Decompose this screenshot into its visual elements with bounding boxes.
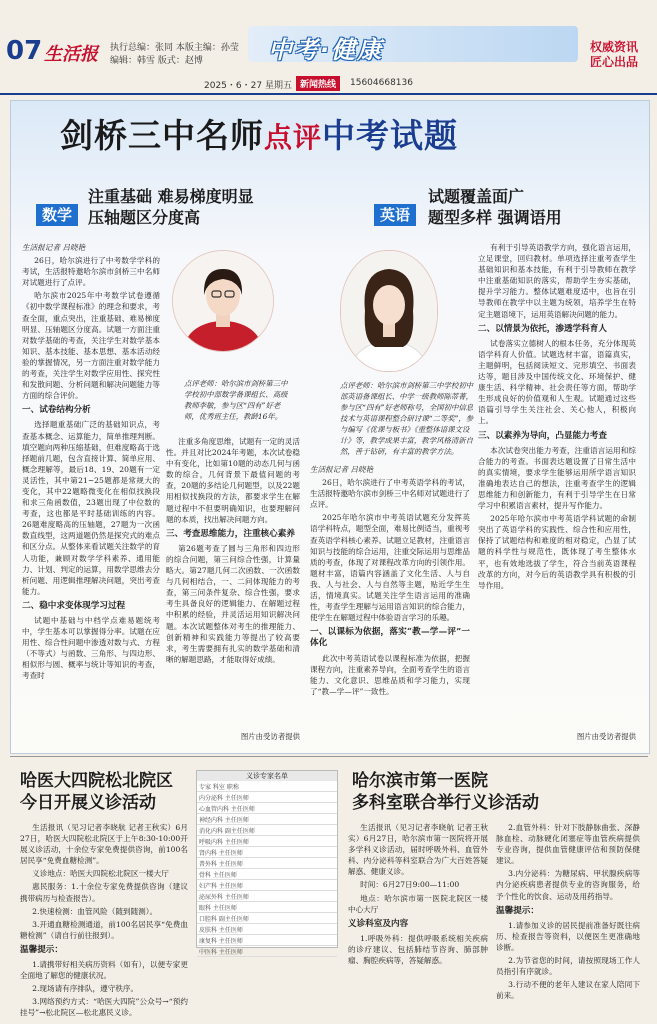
hospital4-paragraph: 3.网络预约方式：“哈医大四院”公众号→“预约挂号”→松北院区—松北惠民义诊。 xyxy=(20,997,188,1018)
hospital1-paragraph: 2.为节省您的时间，请按照现场工作人员指引有序就诊。 xyxy=(496,956,640,977)
english-sub-line-2: 题型多样 强调语用 xyxy=(428,208,562,227)
table-cell: 专家 科室 职称 xyxy=(199,783,239,791)
math-column-2 xyxy=(166,436,300,724)
table-cell: 妇产科 主任医师 xyxy=(199,882,243,890)
english-section-heading: 一、以课标为依据，落实“教—学—评”一体化 xyxy=(310,627,470,649)
table-row xyxy=(197,858,337,869)
math-sub-line-1: 注重基础 难易梯度明显 xyxy=(88,187,254,206)
table-cell: 内分泌科 主任医师 xyxy=(199,794,249,802)
english-column-1 xyxy=(310,464,470,740)
math-teacher-photo xyxy=(172,250,274,352)
table-cell: 心血管内科 主任医师 xyxy=(199,805,255,813)
section-title: 中考·健康 xyxy=(268,36,384,64)
bottom-rule xyxy=(10,756,648,757)
math-section-heading: 一、试卷结构分析 xyxy=(22,405,91,416)
english-section-heading: 二、以情景为依托，渗透学科育人 xyxy=(478,323,607,334)
english-tag: 英语 xyxy=(374,204,416,226)
math-paragraph: 选择题重基础广泛的基础知识点，考查基本概念、运算能力，简单推理判断。填空题向两种压缩基础，但难度略高于选择题前几题，包含直接计算、简单应用、概念理解等，最后18、19、20题有一定灵活性，其中第21~25题都是常规大的变化，其中22题略微变化在相似找换段和求三角函数值，23题出现了中位数的考查，这也都是平时基础训练的内容。26题难度略高的压轴题，27题为一次函数直线型，这两道题仍然是探究式的难点和区分点。从整体来看试题关注数学的育人功能，兼顾对数学学科素养、通用能力、计划、判定的运算，用数学思维去分析问题、用逻辑推理解决问题，突出考查能力。 xyxy=(22,420,160,596)
table-cell: 骨科 主任医师 xyxy=(199,871,237,879)
english-paragraph: 26日，哈尔滨进行了中考英语学科的考试，生活报特邀哈尔滨市剑桥三中名师对试题进行了点评。 xyxy=(310,478,470,510)
english-paragraph: 本次试卷突出能力考查，注重语言运用和综合能力的考查。书面表达题设置了日常生活中的真实情境，要求学生能够运用所学语言知识准确地表达自己的想法，注重考查学生的逻辑思维能力和创新能力，有利于引导学生在日常学习中积累语言素材，提升写作能力。 xyxy=(478,445,636,511)
hospital1-paragraph: 3.行动不便的老年人建议在家人陪同下前来。 xyxy=(496,980,640,1001)
math-paragraph: 第26题考查了圆与三角形和四边形的综合问题，第三问综合性强，计算量略大。第27题几何二次函数、一次函数与几何相结合，一、二问体现能力的考查，第三问条件复杂、综合性强，要求考生具备良好的逻辑能力、在解题过程中积累的经验，并灵活运用知识解决问题。本次试题整体对考生的推理能力、创新精神和实践能力等提出了较高要求，考生需要拥有扎实的数学基础和清晰的解题思路，才能取得好成绩。 xyxy=(166,543,300,664)
hospital4-paragraph: 2.快速检测：血管风险（随到随测）。 xyxy=(32,906,158,916)
english-section-heading: 三、以素养为导向，凸显能力考查 xyxy=(478,430,607,441)
hospital1-paragraph: 时间：6月27日9:00—11:00 xyxy=(360,880,460,890)
table-cell: 中医科 主任医师 xyxy=(199,948,243,956)
math-tag-wrap xyxy=(36,204,78,225)
teacher-portrait-icon xyxy=(341,251,437,371)
headline-part-1: 剑桥三中名师 xyxy=(60,116,264,155)
hotline-number: 15604668136 xyxy=(350,78,413,88)
table-cell: 泌尿外科 主任医师 xyxy=(199,893,249,901)
math-photo-credit: 图片由受访者提供 xyxy=(240,732,300,741)
slogan-line-1: 权威资讯 xyxy=(590,40,639,54)
newspaper-brand: 生活报 xyxy=(44,44,98,65)
hospital1-tips-heading: 温馨提示： xyxy=(496,905,539,916)
table-row xyxy=(197,836,337,847)
hospital1-article-col2 xyxy=(496,822,640,1018)
table-row xyxy=(197,880,337,891)
english-photo-credit: 图片由受访者提供 xyxy=(576,732,636,741)
math-section-heading: 二、稳中求变体现学习过程 xyxy=(22,600,126,611)
slogan-line-2: 匠心出品 xyxy=(590,55,639,69)
hospital4-title xyxy=(20,770,173,814)
hospital1-title-line-1: 哈尔滨市第一医院 xyxy=(352,771,488,791)
english-photo-caption: 点评老师：哈尔滨市剑桥第三中学校初中部英语备课组长、中学一级教师陈蒂菁，参与区“四有”好老师称号，全国初中信息技术与英语课程整合研讨课“二等奖”，参与编写《优课与板书》《重整体语课文设计》等，教学成果丰富，教学风格清新自然，善于钻研，有丰富的教学方法。 xyxy=(340,381,474,456)
table-row xyxy=(197,913,337,924)
math-sub-line-2: 压轴题区分度高 xyxy=(88,208,201,227)
table-row xyxy=(197,781,337,792)
table-cell: 康复科 主任医师 xyxy=(199,937,243,945)
staff-line-2: 编辑：韩雪 版式：赵博 xyxy=(110,56,203,66)
staff-credits xyxy=(110,42,239,68)
hospital4-title-line-2: 今日开展义诊活动 xyxy=(20,793,156,813)
table-cell: 皮肤科 主任医师 xyxy=(199,926,243,934)
math-paragraph: 注重多角度思维，试题有一定的灵活性。并且对比2024年考题，本次试卷稳中有变化，比如第10题的动态几何与函数的综合，几何背景下最值问题的考查，20题的多结论几何题型，以及22题用相似找换段的方法，都要求学生在解题过程中不但要明确知识，也要理解问题的本质，找出解决问题方向。 xyxy=(166,437,300,524)
expert-table-body xyxy=(197,781,337,957)
expert-table xyxy=(196,770,338,956)
math-tag: 数学 xyxy=(36,204,78,226)
table-row xyxy=(197,825,337,836)
table-row xyxy=(197,803,337,814)
math-paragraph: 哈尔滨市2025年中考数学试卷遵循《初中数学课程标准》的理念和要求，考查全面，重点突出，注重基础、难易梯度明显、压轴题区分度高。试题一方面注重对数学基础的考查，关注学生对数学基本知识、基本技能、基本思想、基本活动经验的掌握情况，另一方面注重对数学能力的考查，关注学生对数学应用性、探究性和发散问题、分析问题和解决问题能力等方面的综合评价。 xyxy=(22,291,160,401)
english-subheadline xyxy=(428,186,562,228)
table-cell: 口腔科 副主任医师 xyxy=(199,915,249,923)
slogan xyxy=(590,40,638,70)
hospital4-article xyxy=(20,822,188,1018)
english-paragraph: 2025年哈尔滨市中考英语学科试题的命制突出了英语学科的实践性、综合性和应用性，保持了试题结构和难度的相对稳定，凸显了试题的科学性与规范性，既体现了考生整体水平，也有效地选拔了学生，符合当前英语课程改革的方向，对今后的英语教学具有积极的引导作用。 xyxy=(478,514,636,590)
table-row xyxy=(197,935,337,946)
table-cell: 神经内科 主任医师 xyxy=(199,816,249,824)
issue-date: 2025・6・27 星期五 xyxy=(204,81,292,91)
table-row xyxy=(197,924,337,935)
hospital4-paragraph: 1.请携带好相关病历资料（如有），以便专家更全面地了解您的健康状况。 xyxy=(20,960,188,981)
header-rule xyxy=(0,93,657,95)
math-paragraph: 26日，哈尔滨进行了中考数学学科的考试，生活报特邀哈尔滨市剑桥三中名师对试题进行了点评。 xyxy=(22,256,160,288)
math-paragraph: 试题中基础与中档学点难易题统考中，学生基本可以掌握得分率。试题在应用性、综合性问题中渗透对数与式、方程（不等式）与函数、三角形、与四边形、相似形与圆、概率与统计等知识的考查，考查时 xyxy=(22,616,160,681)
table-row xyxy=(197,792,337,803)
expert-table-caption: 义诊专家名单 xyxy=(197,771,337,781)
math-section-heading: 三、考查思维能力，注重核心素养 xyxy=(166,528,295,539)
math-subheadline xyxy=(88,186,254,228)
english-sub-line-1: 试题覆盖面广 xyxy=(428,187,525,206)
english-paragraph: 此次中考英语试卷以课程标准为依据，把握课程方向，注重素养导向，全面考查学生的语言能力、文化意识、思维品质和学习能力，实现了“教—学—评”一致性。 xyxy=(310,653,470,696)
hotline-label: 新闻热线 xyxy=(296,76,340,91)
english-tag-wrap xyxy=(374,204,416,225)
hospital4-paragraph: 惠民服务：1.十余位专家免费提供咨询（建议携带病历与检查报告）。 xyxy=(20,882,188,903)
staff-line-1: 执行总编：张同 本版主编：孙莹 xyxy=(110,43,239,53)
hospital4-title-line-1: 哈医大四院松北院区 xyxy=(20,771,173,791)
hospital1-paragraph: 地点：哈尔滨市第一医院北院区一楼中心大厅 xyxy=(348,893,488,914)
hospital4-paragraph: 2.现场请有序排队，遵守秩序。 xyxy=(32,984,139,994)
english-byline: 生活报记者 吕晓艳 xyxy=(310,465,374,474)
english-paragraph: 有利于引导英语教学方向，强化语言运用，立足课堂，回归教材。单项选择注重考查学生基础知识和基本技能，有利于引导教师在教学中注重基础知识的落实，帮助学生夯实基础，提升学习能力。整体试题难度适中，也旨在引导教师在教学中以主题为统领，培养学生在特定主题语境下，运用英语解决问题的能力。 xyxy=(478,243,636,319)
hospital1-title-line-2: 多科室联合举行义诊活动 xyxy=(352,793,539,813)
hospital1-paragraph: 1.请参加义诊的居民提前准备好既往病历、检查报告等资料，以便医生更准确地诊断。 xyxy=(496,920,640,952)
hospital4-paragraph: 3.开通血糖检测通道，前100名居民享“免费血糖检测”（请自行前往报到）。 xyxy=(20,919,188,940)
math-photo-caption: 点评老师：哈尔滨市剑桥第三中学校初中部数学备课组长、高级教师李敏，参与区“四有”好老师，优秀班主任，教龄16年。 xyxy=(184,379,288,421)
hospital1-paragraph: 3.内分泌科：为糖尿病、甲状腺疾病等内分泌疾病患者提供专业的咨询服务，给予个性化的饮食、运动及用药指导。 xyxy=(496,869,640,901)
math-column-1 xyxy=(22,242,160,740)
english-teacher-photo xyxy=(340,250,438,372)
table-row xyxy=(197,869,337,880)
hospital4-tips-heading: 温馨提示： xyxy=(20,944,63,955)
table-row xyxy=(197,814,337,825)
english-paragraph: 2025年哈尔滨市中考英语试题充分发挥英语学科特点，题型全面，难易比例适当，重视考查英语学科核心素养。试题立足教材，注重语言知识与技能的综合运用，注重交际运用与思维品质的考查，体现了对课程改革方向的引领作用。题材丰富，语篇内容涵盖了文化生活、人与自我、人与社会、人与自然等主题，贴近学生生活，情境真实。试题关注学生语言运用的准确性，考查学生理解与运用语言知识的综合能力，使学生在解题过程中体验语言学习的乐趣。 xyxy=(310,513,470,623)
table-row xyxy=(197,847,337,858)
teacher-portrait-icon xyxy=(173,251,273,351)
english-paragraph: 试卷落实立德树人的根本任务，充分体现英语学科育人价值。试题选材丰富，语篇真实，主题鲜明，包括阅读短文、完形填空、书面表达等，题目涉及中国传统文化、环境保护、健康生活、科学精神、社会责任等方面，帮助学生形成良好的价值观和人生观。试题通过这些语篇引导学生关注社会、关心他人，积极向上。 xyxy=(478,338,636,426)
hospital1-paragraph: 1.呼吸外科：提供呼吸系统相关疾病的诊疗建议、包括肺结节咨询、肺部肿瘤、胸腔疾病等，答疑解惑。 xyxy=(348,933,488,966)
table-row xyxy=(197,902,337,913)
math-byline: 生活报记者 吕晓艳 xyxy=(22,243,86,252)
main-headline xyxy=(60,110,458,157)
table-cell: 肾内科 主任医师 xyxy=(199,849,243,857)
headline-part-2: 点评 xyxy=(264,121,323,154)
hospital4-paragraph: 义诊地点：哈医大四院松北院区一楼大厅 xyxy=(32,869,169,879)
table-cell: 眼科 主任医师 xyxy=(199,904,237,912)
english-column-2 xyxy=(478,242,636,726)
hospital1-title xyxy=(352,770,539,814)
headline-part-3: 中考试题 xyxy=(322,116,459,155)
hospital1-article-col1 xyxy=(348,822,488,1018)
table-cell: 普外科 主任医师 xyxy=(199,860,243,868)
hospital1-paragraph: 2.血管外科：针对下肢静脉曲张、深静脉血栓、动脉硬化闭塞症等血管疾病提供专业咨询，提供血管健康评估和预防保健建议。 xyxy=(496,823,640,866)
hospital1-paragraph: 生活报讯（见习记者李晓航 记者王秋实）6月27日，哈尔滨市第一医院将开展多学科义诊活动，届时呼吸外科、血管外科、内分泌科等科室联合为广大百姓答疑解惑、健康义诊。 xyxy=(348,823,488,877)
page-number: 07 xyxy=(6,36,43,66)
table-cell: 呼吸内科 主任医师 xyxy=(199,838,249,846)
table-cell: 消化内科 副主任医师 xyxy=(199,827,255,835)
table-row xyxy=(197,891,337,902)
hospital4-paragraph: 生活报讯（见习记者李晓航 记者王秋实）6月27日，哈医大四院松北院区于上午8:30-10:00开展义诊活动，十余位专家免费提供咨询，前100名居民享“免费血糖检测”。 xyxy=(20,823,188,866)
table-row xyxy=(197,946,337,957)
hospital1-subheading: 义诊科室及内容 xyxy=(348,918,409,929)
